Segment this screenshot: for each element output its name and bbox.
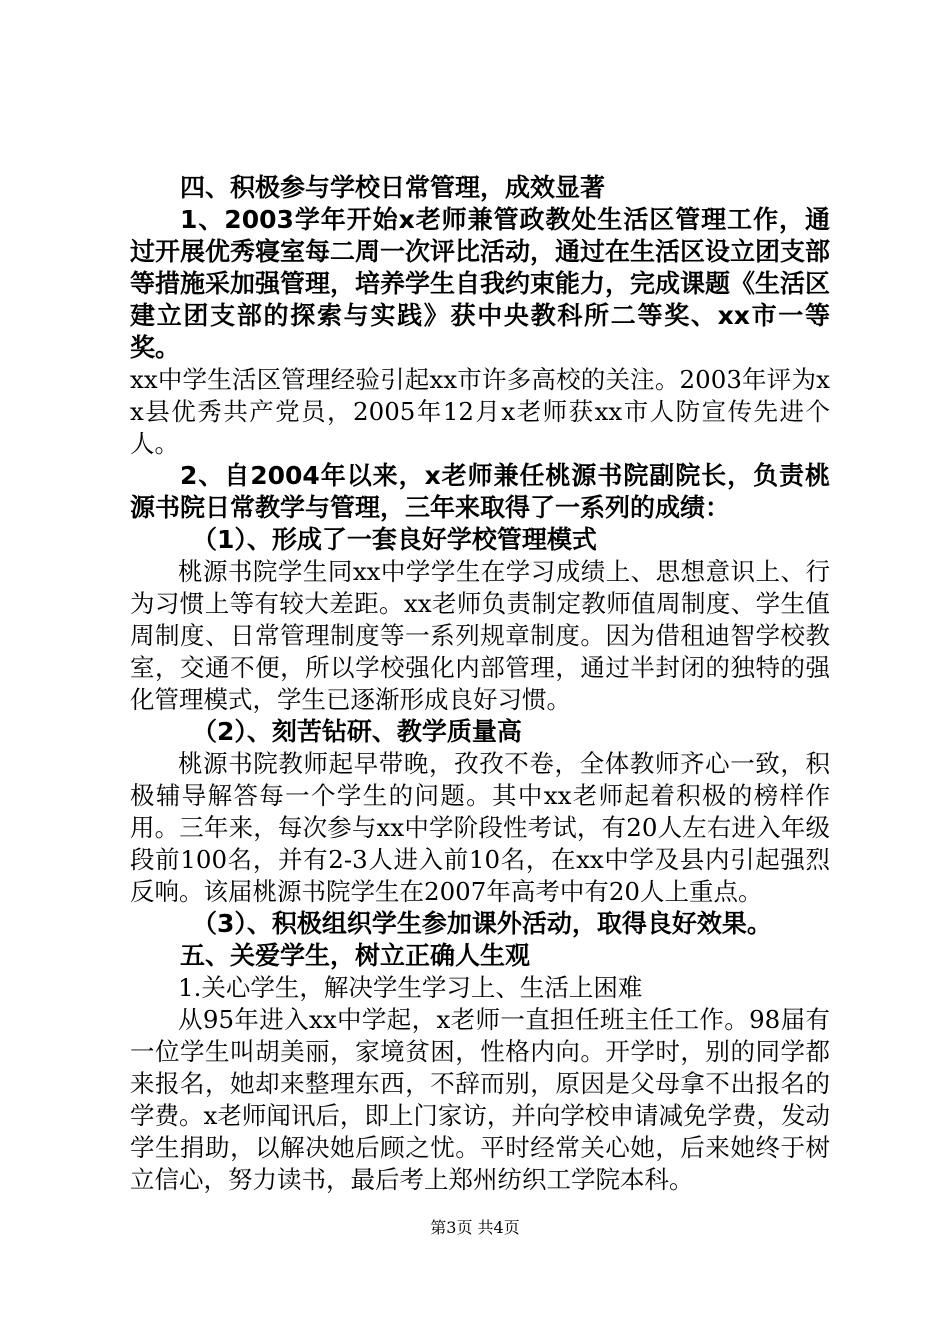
- subheading-2: （2）、刻苦钻研、教学质量高: [192, 717, 522, 746]
- paragraph-item-2: 2、自2004年以来，x老师兼任桃源书院副院长，负责桃源书院日常教学与管理，三年来取得了一系列的成绩：: [130, 461, 830, 522]
- paragraph-teaching: 桃源书院教师起早带晚，孜孜不卷，全体教师齐心一致，积极辅导解答每一个学生的问题。其中xx老师起着积极的榜样作用。三年来，每次参与xx中学阶段性考试，有20人左右进入年级段前100名，并有2-3人进入前10名，在xx中学及县内引起强烈反响。该届桃源书院学生在2007年高考中有20人上重点。: [130, 749, 830, 906]
- document-body: [130, 172, 830, 1196]
- paragraph-student-story: 从95年进入xx中学起，x老师一直担任班主任工作。98届有一位学生叫胡美丽，家境贫困，性格内向。开学时，别的同学都来报名，她却来整理东西，不辞而别，原因是父母拿不出报名的学费。x老师闻讯后，即上门家访，并向学校申请减免学费，发动学生捐助，以解决她后顾之忧。平时经常关心她，后来她终于树立信心，努力读书，最后考上郑州纺织工学院本科。: [130, 1005, 830, 1194]
- paragraph-management: 桃源书院学生同xx中学学生在学习成绩上、思想意识上、行为习惯上等有较大差距。xx老师负责制定教师值周制度、学生值周制度、日常管理制度等一系列规章制度。因为借租迪智学校教室，交通不便，所以学校强化内部管理，通过半封闭的独特的强化管理模式，学生已逐渐形成良好习惯。: [130, 557, 830, 714]
- paragraph-item-1-continued: xx中学生活区管理经验引起xx市许多高校的关注。2003年评为xx县优秀共产党员，2005年12月x老师获xx市人防宣传先进个人。: [130, 365, 830, 458]
- subheading-3: （3）、积极组织学生参加课外活动，取得良好效果。: [192, 909, 772, 938]
- section-heading-4: 四、积极参与学校日常管理，成效显著: [180, 173, 606, 202]
- subheading-care: 1.关心学生，解决学生学习上、生活上困难: [178, 973, 643, 1002]
- paragraph-item-1: 1、2003学年开始x老师兼管政教处生活区管理工作，通过开展优秀寝室每二周一次评比活动，通过在生活区设立团支部等措施采加强管理，培养学生自我约束能力，完成课题《生活区建立团支部的探索与实践》获中央教科所二等奖、xx市一等奖。: [130, 205, 831, 362]
- section-heading-5: 五、关爱学生，树立正确人生观: [180, 941, 531, 970]
- page-footer: 第3页 共4页: [430, 1218, 520, 1237]
- subheading-1: （1）、形成了一套良好学校管理模式: [192, 525, 597, 554]
